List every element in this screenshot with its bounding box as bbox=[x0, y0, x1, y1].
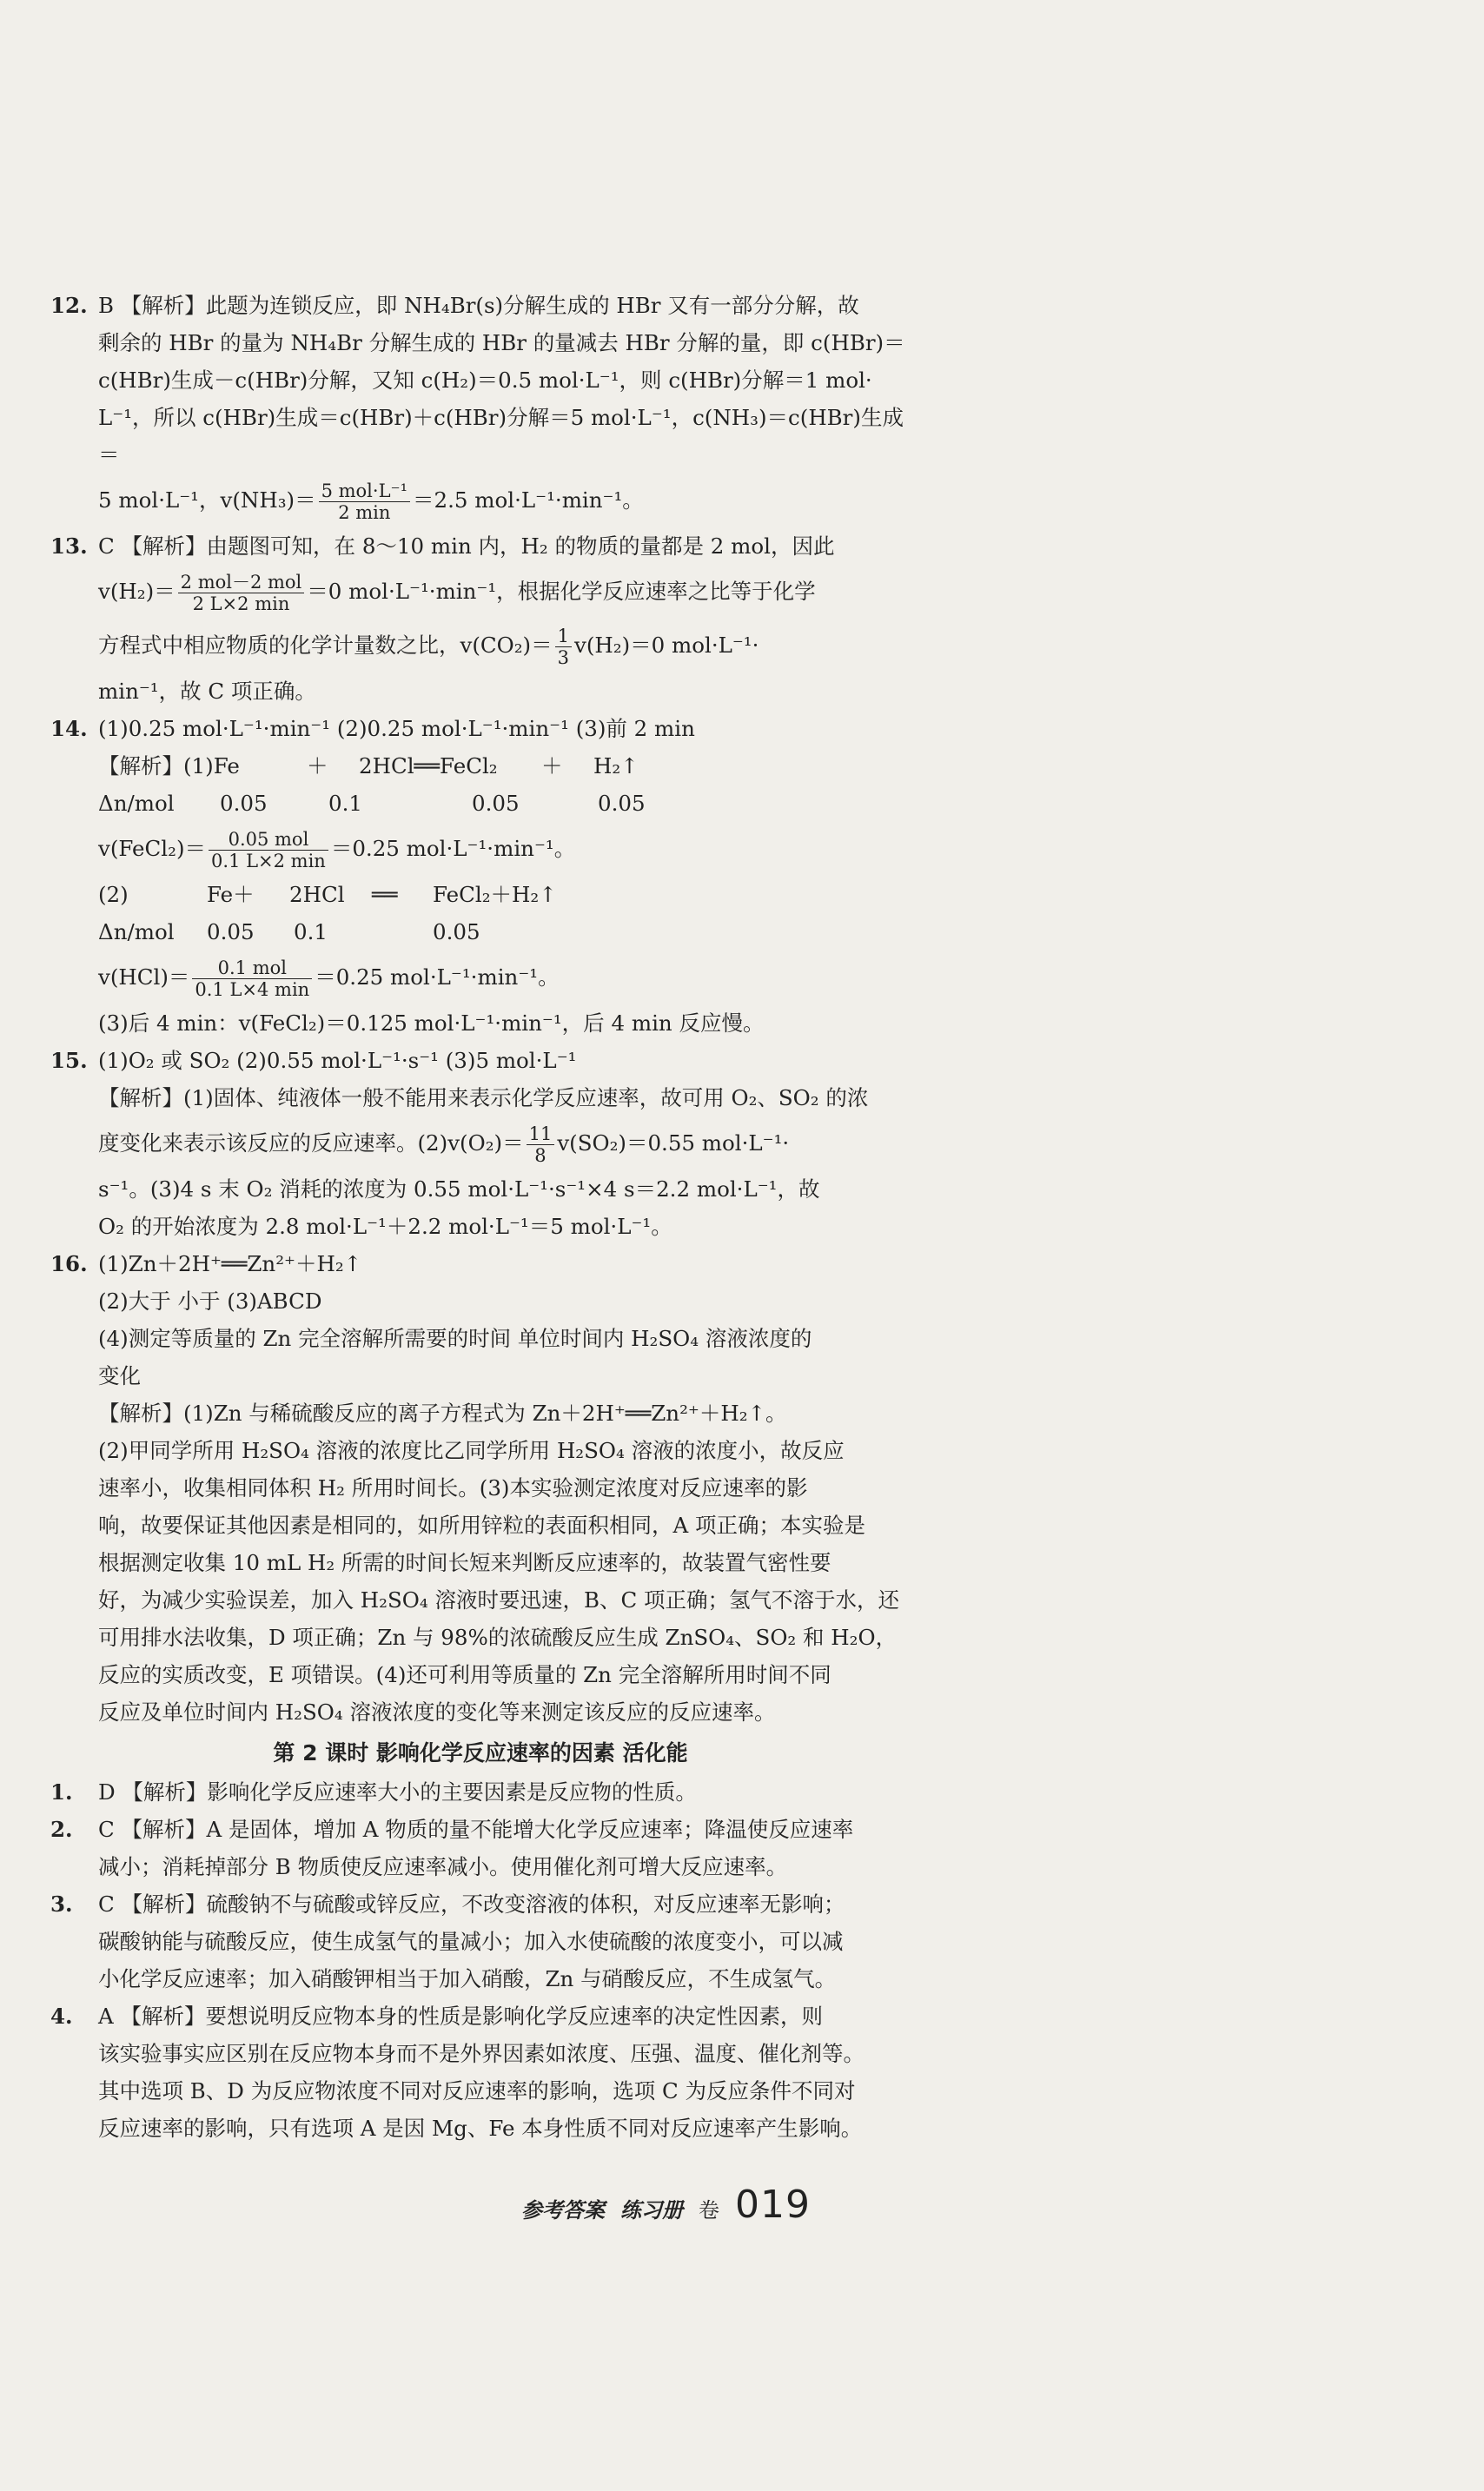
formula-text: 方程式中相应物质的化学计量数之比，v(CO₂)＝ bbox=[98, 633, 553, 658]
amount-value: 0.05 bbox=[220, 791, 268, 816]
question-14 bbox=[50, 710, 911, 1042]
fraction bbox=[319, 480, 410, 523]
amount-value: 0.1 bbox=[328, 791, 362, 816]
fraction-denominator: 3 bbox=[557, 647, 569, 668]
question-number: 12. bbox=[50, 293, 88, 318]
equation-term: (2) bbox=[98, 882, 129, 907]
formula-text: v(SO₂)＝0.55 mol·L⁻¹· bbox=[557, 1130, 790, 1156]
formula-line bbox=[98, 619, 911, 672]
formula-line bbox=[98, 1116, 911, 1170]
formula-line bbox=[98, 474, 911, 527]
equation-term: 2HCl bbox=[289, 882, 345, 907]
fraction bbox=[527, 1123, 555, 1166]
equation-term: H₂↑ bbox=[593, 753, 639, 778]
question-13 bbox=[50, 527, 911, 710]
amount-label: Δn/mol bbox=[98, 791, 175, 816]
text-line: c(HBr)生成－c(HBr)分解，又知 c(H₂)＝0.5 mol·L⁻¹，则 c(HBr)分解＝1 mol· bbox=[98, 368, 872, 393]
answer-line: 变化 bbox=[98, 1363, 141, 1388]
fraction bbox=[192, 957, 312, 1000]
page-footer bbox=[521, 2183, 811, 2227]
answer-line: (1)0.25 mol·L⁻¹·min⁻¹ (2)0.25 mol·L⁻¹·min⁻¹ (3)前 2 min bbox=[98, 716, 695, 741]
text-line: O₂ 的开始浓度为 2.8 mol·L⁻¹＋2.2 mol·L⁻¹＝5 mol·L⁻¹。 bbox=[98, 1214, 672, 1239]
text-line: 剩余的 HBr 的量为 NH₄Br 分解生成的 HBr 的量减去 HBr 分解的量，即 c(HBr)＝ bbox=[98, 330, 905, 355]
formula-text: ＝0.25 mol·L⁻¹·min⁻¹。 bbox=[330, 836, 576, 861]
formula-text: v(FeCl₂)＝ bbox=[98, 836, 207, 861]
question-16 bbox=[50, 1245, 911, 1731]
fraction-denominator: 0.1 L×4 min bbox=[195, 979, 310, 1000]
fraction bbox=[209, 829, 328, 871]
equation-term: ＋ bbox=[307, 753, 328, 778]
fraction-numerator: 0.05 mol bbox=[209, 829, 328, 851]
footer-book-label: 练习册 bbox=[620, 2198, 683, 2223]
question-15 bbox=[50, 1042, 911, 1245]
fraction-numerator: 2 mol－2 mol bbox=[178, 572, 305, 593]
fraction bbox=[555, 626, 572, 668]
question-number: 4. bbox=[50, 2004, 73, 2029]
answer-line: (4)测定等质量的 Zn 完全溶解所需要的时间 单位时间内 H₂SO₄ 溶液浓度的 bbox=[98, 1326, 812, 1351]
formula-text: v(H₂)＝0 mol·L⁻¹· bbox=[573, 633, 759, 658]
text-line: (3)后 4 min：v(FeCl₂)＝0.125 mol·L⁻¹·min⁻¹，后 4 min 反应慢。 bbox=[98, 1010, 765, 1036]
equation-term: 2HCl══FeCl₂ bbox=[359, 753, 498, 778]
equation-row bbox=[98, 876, 911, 913]
text-line: 碳酸钠能与硫酸反应，使生成氢气的量减小；加入水使硫酸的浓度变小，可以减 bbox=[98, 1929, 844, 1954]
fraction-numerator: 11 bbox=[527, 1123, 555, 1145]
section-heading: 第 2 课时 影响化学反应速率的因素 活化能 bbox=[273, 1740, 688, 1766]
text-line: 好，为减少实验误差，加入 H₂SO₄ 溶液时要迅速，B、C 项正确；氢气不溶于水，还 bbox=[98, 1587, 899, 1613]
answer-line: (2)大于 小于 (3)ABCD bbox=[98, 1289, 322, 1314]
amount-value: 0.05 bbox=[472, 791, 520, 816]
equation-term: ＋ bbox=[541, 753, 563, 778]
amount-row bbox=[98, 785, 911, 822]
fraction-denominator: 2 min bbox=[338, 502, 391, 523]
formula-line bbox=[98, 822, 911, 876]
text-line: C 【解析】由题图可知，在 8～10 min 内，H₂ 的物质的量都是 2 mol，因此 bbox=[98, 533, 835, 559]
question-number: 2. bbox=[50, 1817, 73, 1842]
equation-term: 【解析】(1)Fe bbox=[98, 753, 240, 778]
text-line: 小化学反应速率；加入硝酸钾相当于加入硝酸，Zn 与硝酸反应，不生成氢气。 bbox=[98, 1966, 837, 1991]
fraction-numerator: 1 bbox=[555, 626, 572, 647]
fraction-numerator: 5 mol·L⁻¹ bbox=[319, 480, 410, 502]
formula-text: v(HCl)＝ bbox=[98, 964, 190, 990]
formula-line bbox=[98, 951, 911, 1004]
question-s1 bbox=[50, 1773, 911, 1811]
question-s3 bbox=[50, 1885, 911, 1997]
text-line: 反应及单位时间内 H₂SO₄ 溶液浓度的变化等来测定该反应的反应速率。 bbox=[98, 1699, 776, 1725]
text-line: 该实验事实应区别在反应物本身而不是外界因素如浓度、压强、温度、催化剂等。 bbox=[98, 2041, 865, 2066]
footer-volume-label: 卷 bbox=[699, 2198, 719, 2223]
formula-text: ＝0.25 mol·L⁻¹·min⁻¹。 bbox=[315, 964, 560, 990]
formula-text: ＝0 mol·L⁻¹·min⁻¹，根据化学反应速率之比等于化学 bbox=[307, 579, 816, 604]
question-s4 bbox=[50, 1997, 911, 2147]
question-number: 13. bbox=[50, 533, 88, 559]
amount-row bbox=[98, 913, 911, 951]
page-number: 019 bbox=[735, 2183, 811, 2227]
fraction-numerator: 0.1 mol bbox=[192, 957, 312, 979]
question-number: 15. bbox=[50, 1048, 88, 1073]
text-line: C 【解析】A 是固体，增加 A 物质的量不能增大化学反应速率；降温使反应速率 bbox=[98, 1817, 854, 1842]
formula-text: 度变化来表示该反应的反应速率。(2)v(O₂)＝ bbox=[98, 1130, 524, 1156]
amount-value: 0.05 bbox=[433, 919, 480, 944]
text-line: 【解析】(1)Zn 与稀硫酸反应的离子方程式为 Zn＋2H⁺══Zn²⁺＋H₂↑。 bbox=[98, 1401, 787, 1426]
text-line: 反应的实质改变，E 项错误。(4)还可利用等质量的 Zn 完全溶解所用时间不同 bbox=[98, 1662, 831, 1687]
text-line: 速率小，收集相同体积 H₂ 所用时间长。(3)本实验测定浓度对反应速率的影 bbox=[98, 1475, 808, 1501]
text-line: 反应速率的影响，只有选项 A 是因 Mg、Fe 本身性质不同对反应速率产生影响。 bbox=[98, 2116, 863, 2141]
text-line: D 【解析】影响化学反应速率大小的主要因素是反应物的性质。 bbox=[98, 1779, 697, 1805]
text-line: (2)甲同学所用 H₂SO₄ 溶液的浓度比乙同学所用 H₂SO₄ 溶液的浓度小，故反应 bbox=[98, 1438, 845, 1463]
answer-line: (1)Zn＋2H⁺══Zn²⁺＋H₂↑ bbox=[98, 1251, 362, 1276]
answer-line: (1)O₂ 或 SO₂ (2)0.55 mol·L⁻¹·s⁻¹ (3)5 mol·L⁻¹ bbox=[98, 1048, 577, 1073]
formula-text: 5 mol·L⁻¹，v(NH₃)＝ bbox=[98, 487, 316, 513]
text-line: 【解析】(1)固体、纯液体一般不能用来表示化学反应速率，故可用 O₂、SO₂ 的浓 bbox=[98, 1085, 869, 1110]
equation-term: Fe＋ bbox=[207, 882, 255, 907]
text-line: A 【解析】要想说明反应物本身的性质是影响化学反应速率的决定性因素，则 bbox=[98, 2004, 823, 2029]
formula-text: v(H₂)＝ bbox=[98, 579, 176, 604]
text-line: s⁻¹。(3)4 s 末 O₂ 消耗的浓度为 0.55 mol·L⁻¹·s⁻¹×4 s＝2.2 mol·L⁻¹，故 bbox=[98, 1176, 820, 1202]
answer-content bbox=[50, 287, 911, 2147]
text-line: 根据测定收集 10 mL H₂ 所需的时间长短来判断反应速率的，故装置气密性要 bbox=[98, 1550, 831, 1575]
equation-term: FeCl₂＋H₂↑ bbox=[433, 882, 557, 907]
text-line: min⁻¹，故 C 项正确。 bbox=[98, 679, 316, 704]
equation-row bbox=[98, 747, 911, 785]
fraction-denominator: 8 bbox=[534, 1145, 547, 1166]
fraction bbox=[178, 572, 305, 614]
footer-reference-label: 参考答案 bbox=[521, 2198, 605, 2223]
question-number: 1. bbox=[50, 1779, 73, 1805]
text-line: C 【解析】硫酸钠不与硫酸或锌反应，不改变溶液的体积，对反应速率无影响； bbox=[98, 1891, 845, 1917]
question-number: 3. bbox=[50, 1891, 73, 1917]
text-line: 可用排水法收集，D 项正确；Zn 与 98%的浓硫酸反应生成 ZnSO₄、SO₂ 和 H₂O， bbox=[98, 1625, 898, 1650]
formula-line bbox=[98, 565, 911, 619]
fraction-denominator: 0.1 L×2 min bbox=[211, 851, 326, 871]
formula-text: ＝2.5 mol·L⁻¹·min⁻¹。 bbox=[413, 487, 644, 513]
amount-value: 0.05 bbox=[598, 791, 646, 816]
text-line: L⁻¹，所以 c(HBr)生成＝c(HBr)＋c(HBr)分解＝5 mol·L⁻¹，c(NH₃)＝c(HBr)生成＝ bbox=[98, 405, 904, 467]
equation-term: ══ bbox=[372, 882, 398, 907]
text-line: B 【解析】此题为连锁反应，即 NH₄Br(s)分解生成的 HBr 又有一部分分解，故 bbox=[98, 293, 859, 318]
question-number: 14. bbox=[50, 716, 88, 741]
question-12 bbox=[50, 287, 911, 527]
amount-value: 0.1 bbox=[294, 919, 328, 944]
amount-value: 0.05 bbox=[207, 919, 255, 944]
question-number: 16. bbox=[50, 1251, 88, 1276]
text-line: 响，故要保证其他因素是相同的，如所用锌粒的表面积相同，A 项正确；本实验是 bbox=[98, 1513, 865, 1538]
question-s2 bbox=[50, 1811, 911, 1885]
fraction-denominator: 2 L×2 min bbox=[192, 593, 290, 614]
text-line: 减小；消耗掉部分 B 物质使反应速率减小。使用催化剂可增大反应速率。 bbox=[98, 1854, 788, 1879]
text-line: 其中选项 B、D 为反应物浓度不同对反应速率的影响，选项 C 为反应条件不同对 bbox=[98, 2078, 856, 2103]
amount-label: Δn/mol bbox=[98, 919, 175, 944]
